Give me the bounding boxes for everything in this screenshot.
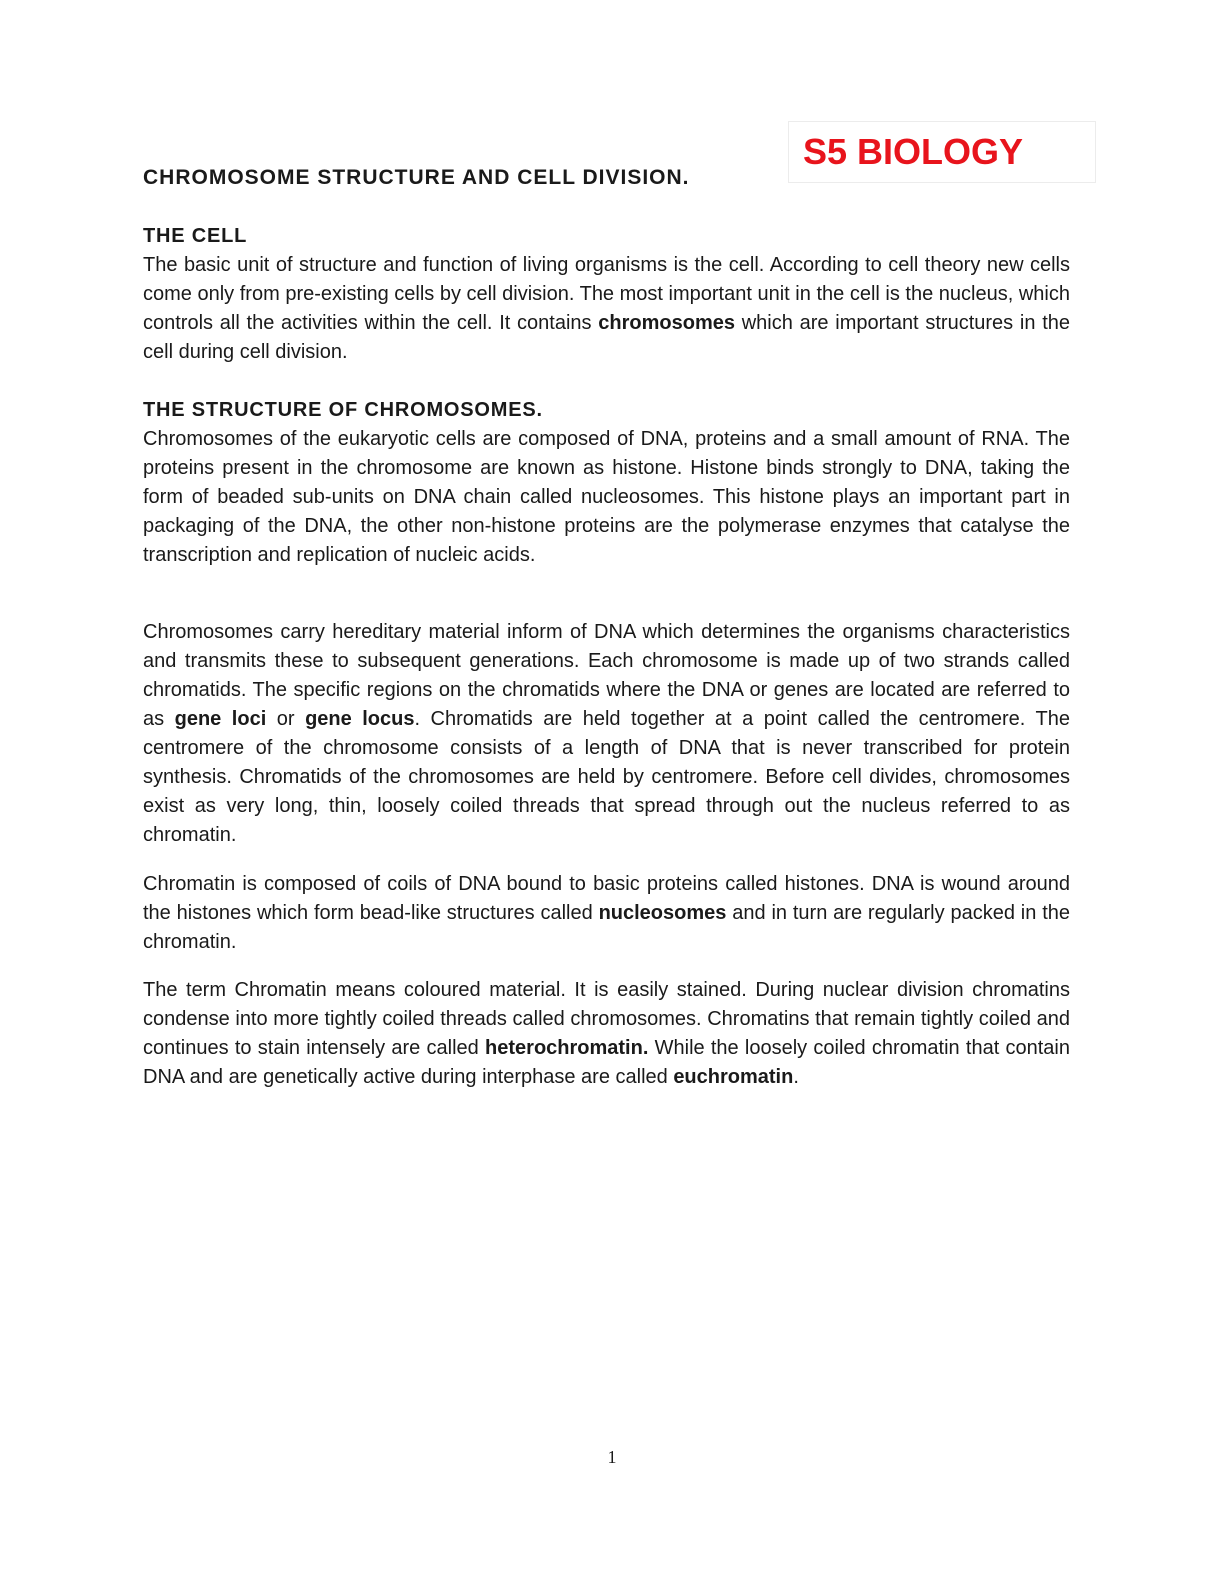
document-title: CHROMOSOME STRUCTURE AND CELL DIVISION.: [143, 166, 690, 189]
section-heading-structure-of-chromosomes: THE STRUCTURE OF CHROMOSOMES.: [143, 399, 543, 421]
term-gene-loci: gene loci: [174, 708, 267, 730]
paragraph-the-cell: [143, 251, 1070, 367]
text-run: . Chromatids are held together at a point called the centromere. The centromere of the chromosome consists of a length of DNA that is never transcribed for protein synthesis. Chromatids of the chromosomes are held by centromere. Before cell divides, chromosomes exist as very long, thin, loosely coiled threads that spread through out the nucleus referred to as chromatin.: [143, 708, 1070, 846]
term-gene-locus: gene locus: [305, 708, 415, 730]
subject-badge-text: S5 BIOLOGY: [803, 131, 1024, 172]
section-heading-the-cell: THE CELL: [143, 225, 248, 247]
text-run: .: [793, 1066, 799, 1088]
term-chromosomes: chromosomes: [598, 312, 735, 334]
paragraph-composition: Chromosomes of the eukaryotic cells are composed of DNA, proteins and a small amount of RNA. The proteins present in the chromosome are known as histone. Histone binds strongly to DNA, taking the form of beaded sub-units on DNA chain called nucleosomes. This histone plays an important part in packaging of the DNA, the other non-histone proteins are the polymerase enzymes that catalyse the transcription and replication of nucleic acids.: [143, 428, 1070, 566]
paragraph-chromatin-meaning: [143, 976, 1070, 1092]
text-run: Chromosomes carry hereditary material inform of DNA which determines the organisms characteristics and transmits these to subsequent generations. Each chromosome is made up of two strands called chromatids. The specific regions on the chromatids where the DNA or genes are located are referred to as: [143, 621, 1070, 730]
text-run: or: [266, 708, 306, 730]
term-euchromatin: euchromatin: [673, 1066, 794, 1088]
text-run: While the loosely coiled chromatin that contain DNA and are genetically active during interphase are called: [143, 1037, 1070, 1088]
text-run: and in turn are regularly packed in the chromatin.: [143, 902, 1071, 953]
text-run: The term Chromatin means coloured material. It is easily stained. During nuclear division chromatins condense into more tightly coiled threads called chromosomes. Chromatins that remain tightly coiled and continues to stain intensely are called: [143, 979, 1070, 1059]
text-run: The basic unit of structure and function of living organisms is the cell. According to cell theory new cells come only from pre-existing cells by cell division. The most important unit in the cell is the nucleus, which controls all the activities within the cell. It contains: [143, 254, 1070, 334]
paragraph-chromatin-composition: [143, 870, 1070, 957]
term-heterochromatin: heterochromatin.: [485, 1037, 649, 1059]
paragraph-hereditary-material: [143, 618, 1070, 850]
page-number: 1: [607, 1447, 617, 1467]
term-nucleosomes: nucleosomes: [598, 902, 727, 924]
text-run: which are important structures in the cell during cell division.: [143, 312, 1071, 363]
text-run: Chromatin is composed of coils of DNA bound to basic proteins called histones. DNA is wound around the histones which form bead-like structures called: [143, 873, 1070, 924]
document-body: [143, 163, 1070, 1092]
